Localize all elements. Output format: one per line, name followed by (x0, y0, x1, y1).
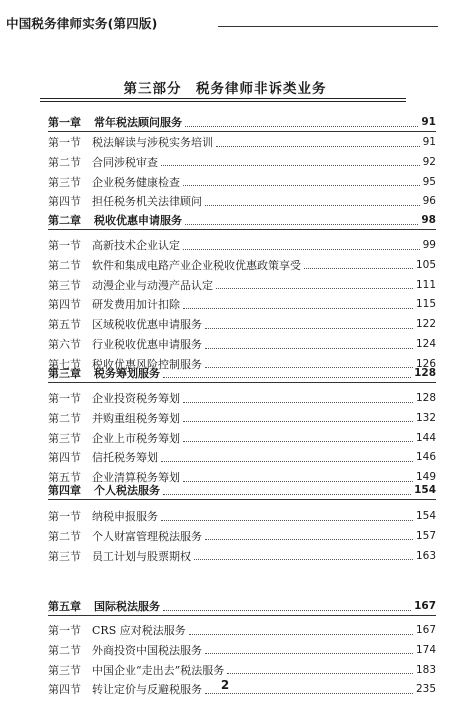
section-entry[interactable] (48, 430, 436, 446)
section-entry-label: 第二节 (48, 643, 81, 657)
section-entry-page: 163 (415, 549, 436, 562)
chapter-entry-page: 154 (414, 484, 436, 496)
section-entry-title: 研发费用加计扣除 (92, 298, 180, 312)
section-entry-page: 149 (415, 471, 436, 484)
section-entry[interactable] (48, 508, 436, 524)
section-entry-title: 行业税收优惠申请服务 (92, 338, 202, 351)
chapter-entry-page: 167 (414, 600, 436, 612)
section-entry[interactable] (48, 449, 436, 465)
section-entry-title: CRS 应对税法服务 (92, 624, 186, 637)
dot-leader (304, 260, 413, 269)
dot-leader (227, 665, 413, 674)
section-entry[interactable] (48, 622, 436, 638)
dot-leader (216, 138, 420, 147)
section-entry-page: 105 (415, 258, 436, 271)
section-entry[interactable] (48, 548, 436, 564)
section-entry-page: 111 (415, 278, 436, 291)
dot-leader (161, 157, 420, 166)
section-entry-title: 并购重组税务筹划 (92, 411, 180, 425)
section-entry-label: 第一节 (48, 624, 81, 637)
section-entry[interactable] (48, 336, 436, 352)
section-entry-page: 183 (415, 663, 436, 676)
chapter-entry-page: 98 (421, 214, 436, 226)
section-entry-label: 第七节 (48, 357, 81, 371)
dot-leader (183, 241, 420, 250)
section-entry-title: 税法解读与涉税实务培训 (92, 136, 213, 149)
section-entry-page: 92 (422, 155, 436, 168)
dot-leader (185, 118, 418, 127)
chapter-entry[interactable] (48, 212, 436, 228)
section-entry-title: 转让定价与反避税服务 (92, 683, 202, 697)
section-entry-title: 企业税务健康检查 (92, 175, 180, 189)
dot-leader (183, 300, 413, 309)
section-entry-label: 第三节 (48, 431, 81, 445)
part-title: 第三部分 税务律师非诉类业务 (123, 81, 327, 97)
section-entry-label: 第二节 (48, 529, 81, 543)
chapter-entry-title: 个人税法服务 (94, 484, 160, 497)
chapter-entry-title: 税务筹划服务 (94, 367, 160, 380)
section-entry-title: 信托税务筹划 (92, 451, 158, 465)
section-entry[interactable] (48, 316, 436, 332)
section-entry-page: 154 (415, 510, 436, 522)
chapter-entry[interactable] (48, 114, 436, 130)
section-entry-page: 115 (415, 298, 436, 311)
section-entry[interactable] (48, 154, 436, 170)
section-entry-title: 企业清算税务筹划 (92, 471, 180, 485)
chapter-underline (48, 382, 436, 383)
section-entry-label: 第三节 (48, 175, 81, 189)
dot-leader (163, 486, 411, 495)
dot-leader (205, 531, 413, 540)
dot-leader (205, 197, 420, 206)
chapter-underline (48, 131, 436, 132)
dot-leader (161, 453, 413, 462)
dot-leader (216, 280, 413, 289)
chapter-entry-label: 第三章 (48, 367, 81, 380)
section-entry[interactable] (48, 390, 436, 406)
section-entry[interactable] (48, 237, 436, 253)
section-entry-title: 企业投资税务筹划 (92, 392, 180, 405)
section-entry-label: 第二节 (48, 258, 81, 272)
dot-leader (189, 626, 413, 635)
section-entry-label: 第三节 (48, 549, 81, 563)
section-entry-label: 第四节 (48, 451, 81, 465)
section-entry[interactable] (48, 277, 436, 293)
section-entry-title: 合同涉税审查 (92, 155, 158, 169)
section-entry-label: 第五节 (48, 471, 81, 485)
section-entry-title: 区域税收优惠申请服务 (92, 318, 202, 332)
section-entry-page: 99 (422, 239, 436, 251)
section-entry-title: 税收优惠风险控制服务 (92, 357, 202, 371)
section-entry-title: 企业上市税务筹划 (92, 431, 180, 445)
dot-leader (183, 394, 413, 403)
section-entry-page: 144 (415, 431, 436, 444)
section-entry-page: 132 (415, 411, 436, 424)
section-entry[interactable] (48, 257, 436, 273)
chapter-entry[interactable] (48, 598, 436, 614)
section-entry[interactable] (48, 410, 436, 426)
section-entry-label: 第四节 (48, 683, 81, 697)
section-entry-label: 第二节 (48, 155, 81, 169)
dot-leader (163, 602, 411, 611)
section-entry-title: 高新技术企业认定 (92, 239, 180, 252)
page-number: 2 (220, 678, 230, 692)
section-entry-page: 146 (415, 451, 436, 464)
section-entry-label: 第五节 (48, 318, 81, 332)
section-entry[interactable] (48, 193, 436, 209)
section-entry-title: 外商投资中国税法服务 (92, 643, 202, 657)
dot-leader (205, 645, 413, 654)
section-entry-title: 软件和集成电路产业企业税收优惠政策享受 (92, 258, 301, 272)
section-entry-title: 员工计划与股票期权 (92, 549, 191, 563)
dot-leader (205, 340, 413, 349)
section-entry-page: 235 (415, 683, 436, 696)
dot-leader (163, 369, 411, 378)
chapter-underline (48, 229, 436, 230)
chapter-entry-page: 91 (421, 116, 436, 128)
section-entry[interactable] (48, 642, 436, 658)
chapter-entry-label: 第四章 (48, 484, 81, 497)
section-entry-label: 第一节 (48, 136, 81, 149)
section-entry-label: 第一节 (48, 239, 81, 252)
chapter-underline (48, 499, 436, 500)
section-entry-label: 第二节 (48, 411, 81, 425)
chapter-entry-label: 第二章 (48, 214, 81, 227)
chapter-entry-label: 第一章 (48, 116, 81, 129)
section-entry-title: 动漫企业与动漫产品认定 (92, 278, 213, 292)
section-entry-page: 126 (415, 357, 436, 370)
chapter-underline (48, 615, 436, 616)
section-entry[interactable] (48, 296, 436, 312)
section-entry[interactable] (48, 174, 436, 190)
dot-leader (205, 320, 413, 329)
section-entry[interactable] (48, 528, 436, 544)
section-entry-label: 第一节 (48, 392, 81, 405)
chapter-entry-title: 常年税法顾问服务 (94, 116, 182, 129)
section-entry-page: 128 (415, 392, 436, 404)
section-entry-label: 第四节 (48, 195, 81, 209)
section-entry-page: 167 (415, 624, 436, 636)
section-entry-page: 91 (422, 136, 436, 148)
section-entry[interactable] (48, 134, 436, 150)
dot-leader (183, 177, 420, 186)
section-entry-title: 中国企业“走出去”税法服务 (92, 663, 225, 677)
book-title: 中国税务律师实务(第四版) (6, 16, 158, 31)
section-entry-title: 担任税务机关法律顾问 (92, 195, 202, 209)
section-entry-page: 96 (422, 195, 436, 208)
section-entry[interactable] (48, 662, 436, 678)
section-entry-page: 95 (422, 175, 436, 188)
chapter-entry-page: 128 (414, 367, 436, 379)
section-entry-page: 174 (415, 643, 436, 656)
chapter-entry-title: 税收优惠申请服务 (94, 214, 182, 227)
section-entry-page: 124 (415, 338, 436, 350)
dot-leader (161, 512, 413, 521)
dot-leader (183, 473, 413, 482)
section-entry-label: 第一节 (48, 510, 81, 523)
chapter-entry[interactable] (48, 482, 436, 498)
section-entry-title: 纳税申报服务 (92, 510, 158, 523)
section-entry-label: 第四节 (48, 298, 81, 312)
section-entry-label: 第六节 (48, 338, 81, 351)
section-entry-page: 157 (415, 529, 436, 542)
section-entry-page: 122 (415, 318, 436, 331)
section-entry-label: 第三节 (48, 278, 81, 292)
chapter-entry[interactable] (48, 365, 436, 381)
dot-leader (183, 413, 413, 422)
dot-leader (194, 551, 413, 560)
section-entry-title: 个人财富管理税法服务 (92, 529, 202, 543)
section-entry-label: 第三节 (48, 663, 81, 677)
chapter-entry-title: 国际税法服务 (94, 600, 160, 613)
dot-leader (183, 433, 413, 442)
dot-leader (185, 216, 418, 225)
chapter-entry-label: 第五章 (48, 600, 81, 613)
